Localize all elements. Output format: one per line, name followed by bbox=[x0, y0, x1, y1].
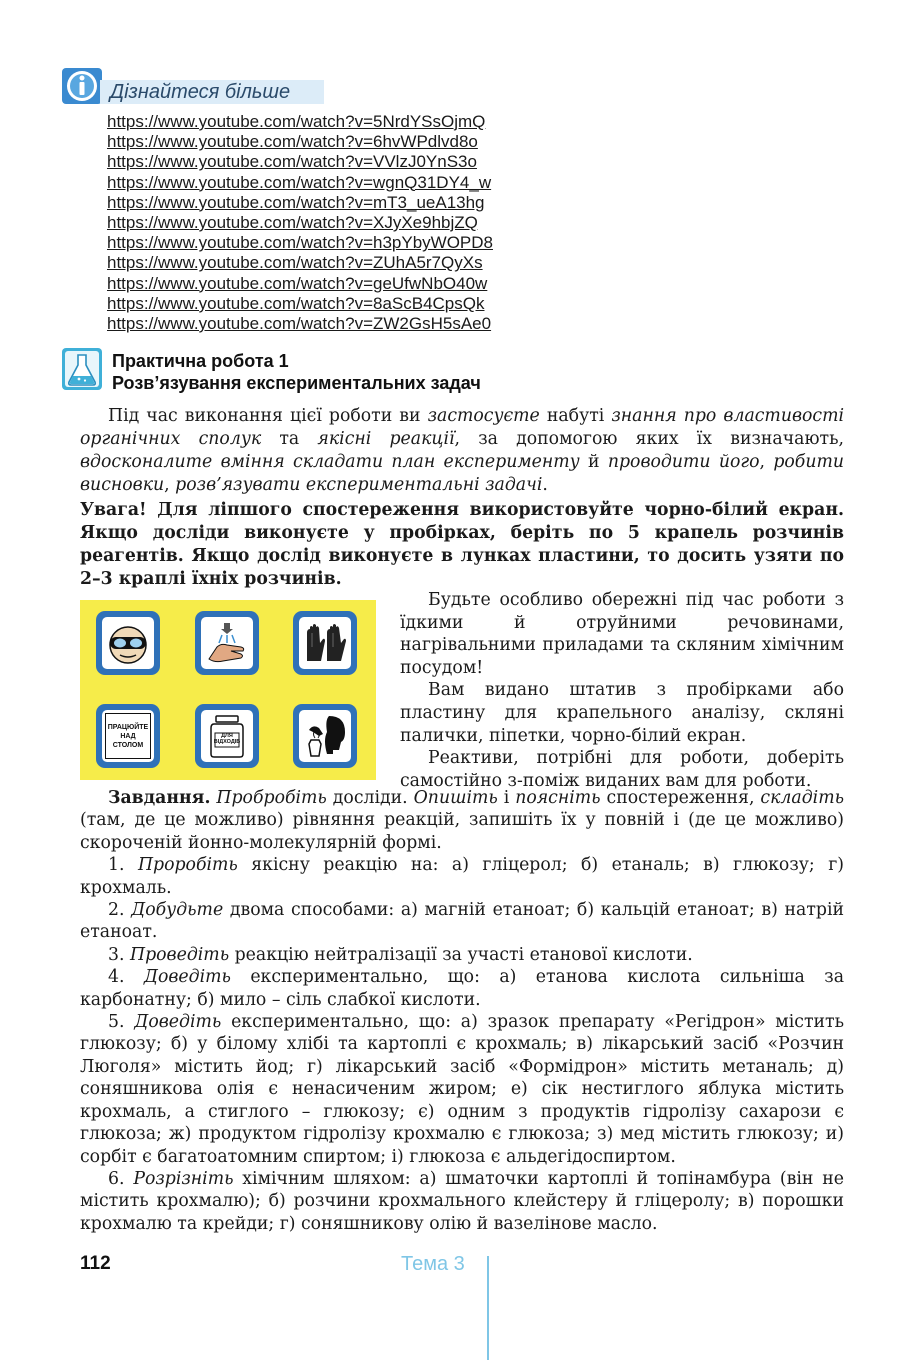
video-link[interactable]: https://www.youtube.com/watch?v=mT3_ueA13hg bbox=[107, 192, 485, 212]
goggles-sign-icon bbox=[96, 611, 160, 675]
sign-text-line: ДЛЯ bbox=[221, 732, 233, 739]
task-item: 3. Проведіть реакцію нейтралізації за участі етанової кислоти. bbox=[108, 944, 693, 965]
video-link[interactable]: https://www.youtube.com/watch?v=5NrdYSsOjmQ bbox=[107, 112, 486, 131]
task-item: 6. Розрізніть хімічним шляхом: а) шматочки картоплі й топінамбура (він не містить крохмалю); б) розчини крохмального клейстеру й гліцеролу; в) порошки крохмалю та крейди; г) соняшникову олію й вазелінове масло. bbox=[80, 1168, 844, 1234]
sign-text-line: ПРАЦЮЙТЕ bbox=[107, 723, 149, 731]
video-link[interactable]: https://www.youtube.com/watch?v=h3pYbyWOPD8 bbox=[107, 233, 493, 253]
video-link[interactable]: https://www.youtube.com/watch?v=XJyXe9hbjZQ bbox=[107, 213, 478, 233]
video-link[interactable]: https://www.youtube.com/watch?v=8aScB4CpsQk bbox=[107, 293, 485, 313]
topic-label: Тема 3 bbox=[401, 1253, 465, 1275]
reagents-paragraph: Реактиви, потрібні для роботи, доберіть самостійно з-поміж виданих вам для роботи. bbox=[400, 748, 844, 791]
video-link[interactable]: https://www.youtube.com/watch?v=geUfwNbO40w bbox=[107, 273, 488, 293]
video-link[interactable]: https://www.youtube.com/watch?v=6hvWPdlvd8o bbox=[107, 132, 478, 152]
safety-paragraph: Будьте особливо обережні під час роботи з їдкими й отруйними речовинами, нагрівальними приладами та скляним хімічним посудом! bbox=[400, 590, 844, 678]
info-icon bbox=[62, 68, 102, 104]
task-item: 2. Добудьте двома способами: а) магній етаноат; б) кальцій етаноат; в) натрій етаноат. bbox=[80, 900, 845, 943]
sign-text-line: СТОЛОМ bbox=[112, 741, 144, 749]
intro-paragraph: Під час виконання цієї роботи ви застосуєте набуті знання про властивості органічних сполук та якісні реакції, за допомогою яких їх визначають, вдосконалите вміння складати план експерименту й проводити його, робити висновки, розв’язувати експериментальні задачі. bbox=[80, 406, 844, 495]
wash-hands-sign-icon bbox=[195, 611, 259, 675]
task-item: 4. Доведіть експериментально, що: а) етанова кислота сильніша за карбонатну; б) мило – сіль слабкої кислоти. bbox=[80, 967, 844, 1010]
task-item: 1. Проробіть якісну реакцію на: а) гліцерол; б) етаналь; в) глюкозу; г) крохмаль. bbox=[80, 855, 844, 898]
waste-jar-sign bbox=[195, 704, 259, 768]
safety-signs-panel bbox=[80, 600, 376, 780]
task-section bbox=[80, 787, 844, 1235]
practical-work-title: Практична робота 1 bbox=[112, 351, 289, 371]
flask-icon bbox=[62, 348, 102, 390]
sign-text-line: НАД bbox=[120, 732, 136, 740]
safety-instructions bbox=[400, 589, 844, 792]
video-link[interactable]: https://www.youtube.com/watch?v=VVlzJ0YnS3o bbox=[107, 152, 477, 172]
video-link[interactable]: https://www.youtube.com/watch?v=ZW2GsH5sAe0 bbox=[107, 314, 492, 334]
work-over-table-sign bbox=[96, 704, 160, 768]
warning-paragraph: Увага! Для ліпшого спостереження використовуйте чорно-білий екран. Якщо досліди виконуєте у пробірках, беріть по 5 крапель розчинів реагентів. Якщо дослід виконуєте в лунках пластини, то досить узяти по 2–3 краплі їхніх розчинів. bbox=[80, 500, 844, 589]
video-link-list bbox=[107, 112, 493, 334]
task-item: 5. Доведіть експериментально, що: а) зразок препарату «Регідрон» містить глюкозу; б) у білому хлібі та картоплі є крохмаль; в) лікарський засіб «Розчин Люголя» містить йод; г) лікарський засіб «Формідрон» містить метаналь; д) соняшникова олія є ненасиченим жиром; е) сік нестиглого яблука містить крохмаль, а стиглого – глюкозу; є) одним з продуктів гідролізу сахарози є глюкоза; ж) продуктом гідролізу крохмалю є глюкоза; з) мед містить глюкозу; и) сорбіт є багатоатомним спиртом; і) глюкоза є альдегідоспиртом. bbox=[80, 1012, 844, 1167]
video-link[interactable]: https://www.youtube.com/watch?v=wgnQ31DY4_w bbox=[107, 172, 492, 192]
equipment-paragraph: Вам видано штатив з пробірками або пластину для крапельного аналізу, скляні палички, піпетки, чорно-білий екран. bbox=[400, 680, 844, 746]
practical-work-subtitle: Розв’язування експериментальних задач bbox=[112, 373, 481, 393]
sign-text-line: ВІДХОДІВ bbox=[213, 739, 241, 745]
video-link[interactable]: https://www.youtube.com/watch?v=ZUhA5r7QyXs bbox=[107, 253, 483, 273]
footer-divider bbox=[487, 1256, 489, 1360]
smell-waft-sign-icon bbox=[293, 704, 357, 768]
task-intro: Завдання. Пробробіть досліди. Опишіть і поясніть спостереження, складіть (там, де це можливо) рівняння реакцій, запишіть їх у повній і (де це можливо) скороченій йонно-молекулярній формі. bbox=[80, 788, 844, 853]
gloves-sign-icon bbox=[293, 611, 357, 675]
info-title: Дізнайтеся більше bbox=[110, 81, 291, 103]
page-number: 112 bbox=[80, 1253, 111, 1274]
